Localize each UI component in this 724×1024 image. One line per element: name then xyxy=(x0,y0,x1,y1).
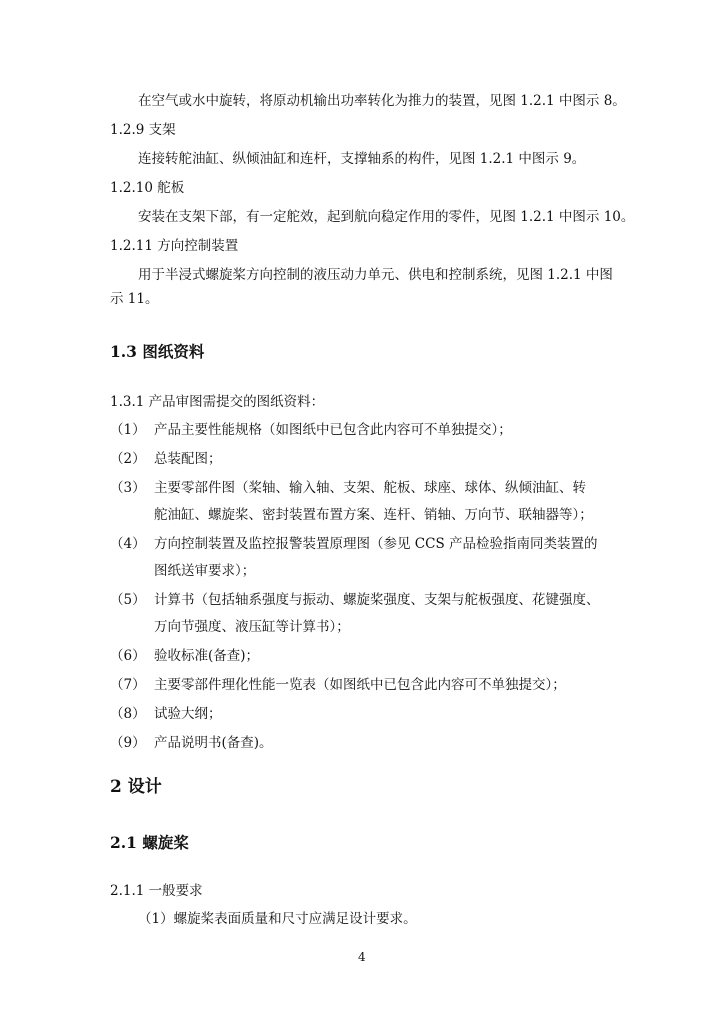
heading-1-2-11: 1.2.11 方向控制装置 xyxy=(110,238,239,254)
paragraph-1-2-8: 在空气或水中旋转，将原动机输出功率转化为推力的装置，见图 1.2.1 中图示 8。 xyxy=(138,93,626,109)
page-number: 4 xyxy=(358,950,366,964)
list-item-3-text-line2: 舵油缸、螺旋桨、密封装置布置方案、连杆、销轴、万向节、联轴器等）； xyxy=(154,507,593,523)
list-item-9-text: 产品说明书(备查)。 xyxy=(154,735,273,751)
list-item-1-number: （1） xyxy=(110,422,146,438)
list-item-4-text-line2: 图纸送审要求）； xyxy=(154,563,256,579)
heading-1-3: 1.3 图纸资料 xyxy=(110,342,205,361)
paragraph-1-2-10: 安装在支架下部，有一定舵效，起到航向稳定作用的零件，见图 1.2.1 中图示 10。 xyxy=(138,209,635,225)
list-item-3-number: （3） xyxy=(110,480,146,496)
list-item-4-number: （4） xyxy=(110,536,146,552)
heading-2-1-1: 2.1.1 一般要求 xyxy=(110,883,203,899)
paragraph-2-1-1-1: （1）螺旋桨表面质量和尺寸应满足设计要求。 xyxy=(138,911,417,927)
list-item-5-text-line2: 万向节强度、液压缸等计算书）； xyxy=(154,619,350,635)
paragraph-1-2-11-line1: 用于半浸式螺旋桨方向控制的液压动力单元、供电和控制系统，见图 1.2.1 中图 xyxy=(138,267,613,283)
paragraph-1-2-9: 连接转舵油缸、纵倾油缸和连杆，支撑轴系的构件，见图 1.2.1 中图示 9。 xyxy=(138,151,586,167)
list-item-2-text: 总装配图； xyxy=(154,451,222,467)
heading-2-1: 2.1 螺旋桨 xyxy=(110,833,189,852)
list-item-9-number: （9） xyxy=(110,735,146,751)
list-item-5-text-line1: 计算书（包括轴系强度与振动、螺旋桨强度、支架与舵板强度、花键强度、 xyxy=(154,592,600,608)
list-item-5-number: （5） xyxy=(110,592,146,608)
paragraph-1-2-11-line2: 示 11。 xyxy=(110,291,159,307)
list-item-2-number: （2） xyxy=(110,451,146,467)
list-item-8-text: 试验大纲； xyxy=(154,706,222,722)
list-item-6-text: 验收标准(备查)； xyxy=(154,648,260,664)
list-item-1-text: 产品主要性能规格（如图纸中已包含此内容可不单独提交）； xyxy=(154,422,512,438)
list-item-8-number: （8） xyxy=(110,706,146,722)
list-item-6-number: （6） xyxy=(110,648,146,664)
list-item-7-text: 主要零部件理化性能一览表（如图纸中已包含此内容可不单独提交）； xyxy=(154,677,566,693)
heading-2: 2 设计 xyxy=(110,777,162,797)
list-item-3-text-line1: 主要零部件图（桨轴、输入轴、支架、舵板、球座、球体、纵倾油缸、转 xyxy=(154,480,586,496)
list-item-4-text-line1: 方向控制装置及监控报警装置原理图（参见 CCS 产品检验指南同类装置的 xyxy=(154,536,598,552)
heading-1-3-1: 1.3.1 产品审图需提交的图纸资料： xyxy=(110,394,325,410)
heading-1-2-9: 1.2.9 支架 xyxy=(110,122,176,138)
list-item-7-number: （7） xyxy=(110,677,146,693)
heading-1-2-10: 1.2.10 舵板 xyxy=(110,180,185,196)
